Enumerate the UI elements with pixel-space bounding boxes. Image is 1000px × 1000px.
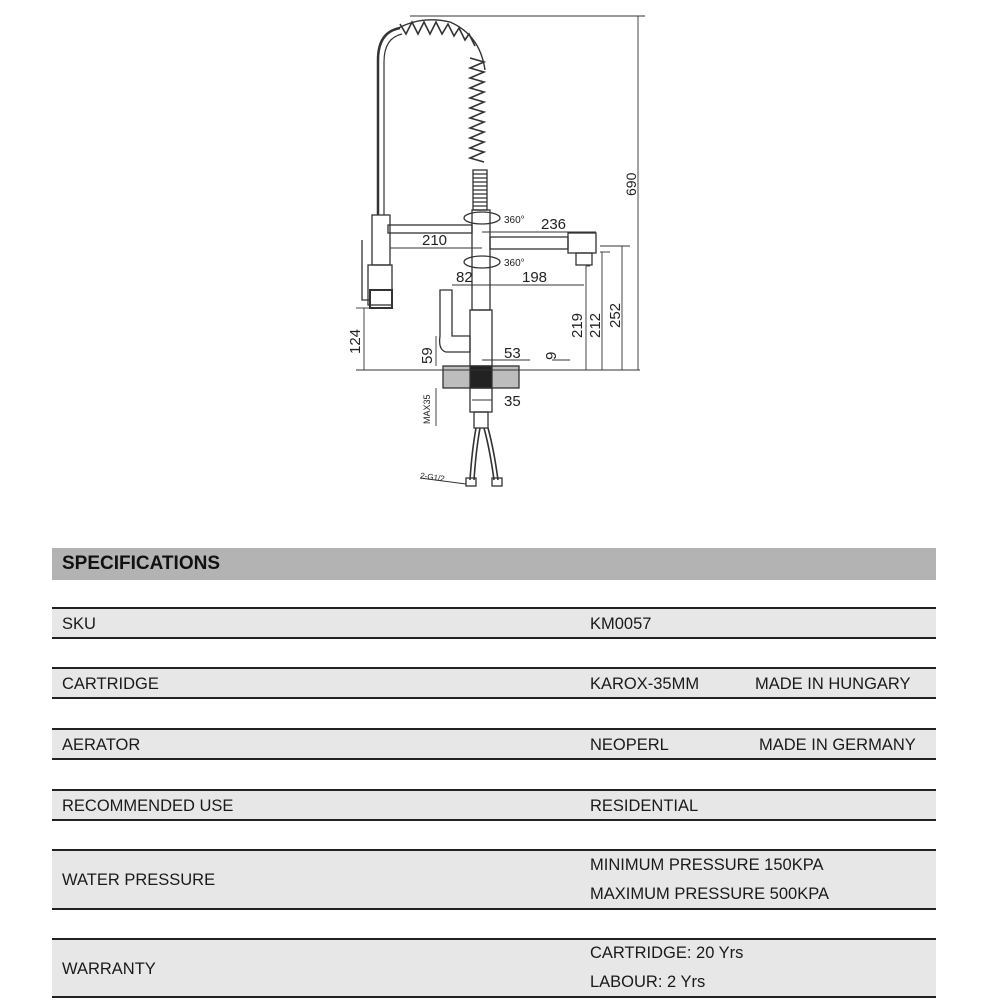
dim-198: 198: [522, 269, 548, 286]
dim-236: 236: [541, 216, 567, 233]
dim-9: 9: [543, 351, 560, 360]
spec-row-recommended-use: [52, 789, 936, 821]
spec-value: RESIDENTIAL: [590, 797, 699, 815]
spec-label: RECOMMENDED USE: [62, 797, 234, 815]
spec-label: WARRANTY: [62, 960, 156, 978]
spec-label: AERATOR: [62, 736, 141, 754]
spec-row-warranty: [52, 938, 936, 998]
spec-value-line1: MINIMUM PRESSURE 150KPA: [590, 856, 824, 874]
spec-origin: MADE IN HUNGARY: [755, 675, 911, 693]
spec-value-line2: LABOUR: 2 Yrs: [590, 973, 706, 991]
dim-35: 35: [504, 393, 521, 410]
specifications-header: SPECIFICATIONS: [52, 548, 936, 580]
spec-value-line1: CARTRIDGE: 20 Yrs: [590, 944, 744, 962]
spec-row-aerator: [52, 728, 936, 760]
spec-label: WATER PRESSURE: [62, 871, 216, 889]
spec-row-water-pressure: [52, 849, 936, 910]
dim-82: 82: [456, 269, 473, 286]
spec-label: CARTRIDGE: [62, 675, 159, 693]
spec-origin: MADE IN GERMANY: [759, 736, 916, 754]
dim-690: 690: [623, 172, 639, 196]
dim-53: 53: [504, 345, 521, 362]
spec-row-cartridge: [52, 667, 936, 699]
spec-value: KM0057: [590, 615, 652, 633]
dim-360-top: 360°: [504, 215, 525, 226]
dim-59: 59: [419, 347, 436, 364]
spec-label: SKU: [62, 615, 96, 633]
spec-value-line2: MAXIMUM PRESSURE 500KPA: [590, 885, 830, 903]
dim-124: 124: [347, 328, 364, 354]
dim-252: 252: [607, 302, 624, 328]
spec-value: NEOPERL: [590, 736, 669, 754]
dim-210: 210: [422, 232, 448, 249]
dim-212: 212: [587, 312, 604, 338]
dim-max35: MAX35: [422, 394, 432, 424]
dim-thread: 2-G1/2: [419, 471, 446, 484]
dim-219: 219: [569, 312, 586, 338]
dim-360-bottom: 360°: [504, 258, 525, 269]
spec-row-sku: [52, 607, 936, 639]
spec-value: KAROX-35MM: [590, 675, 700, 693]
